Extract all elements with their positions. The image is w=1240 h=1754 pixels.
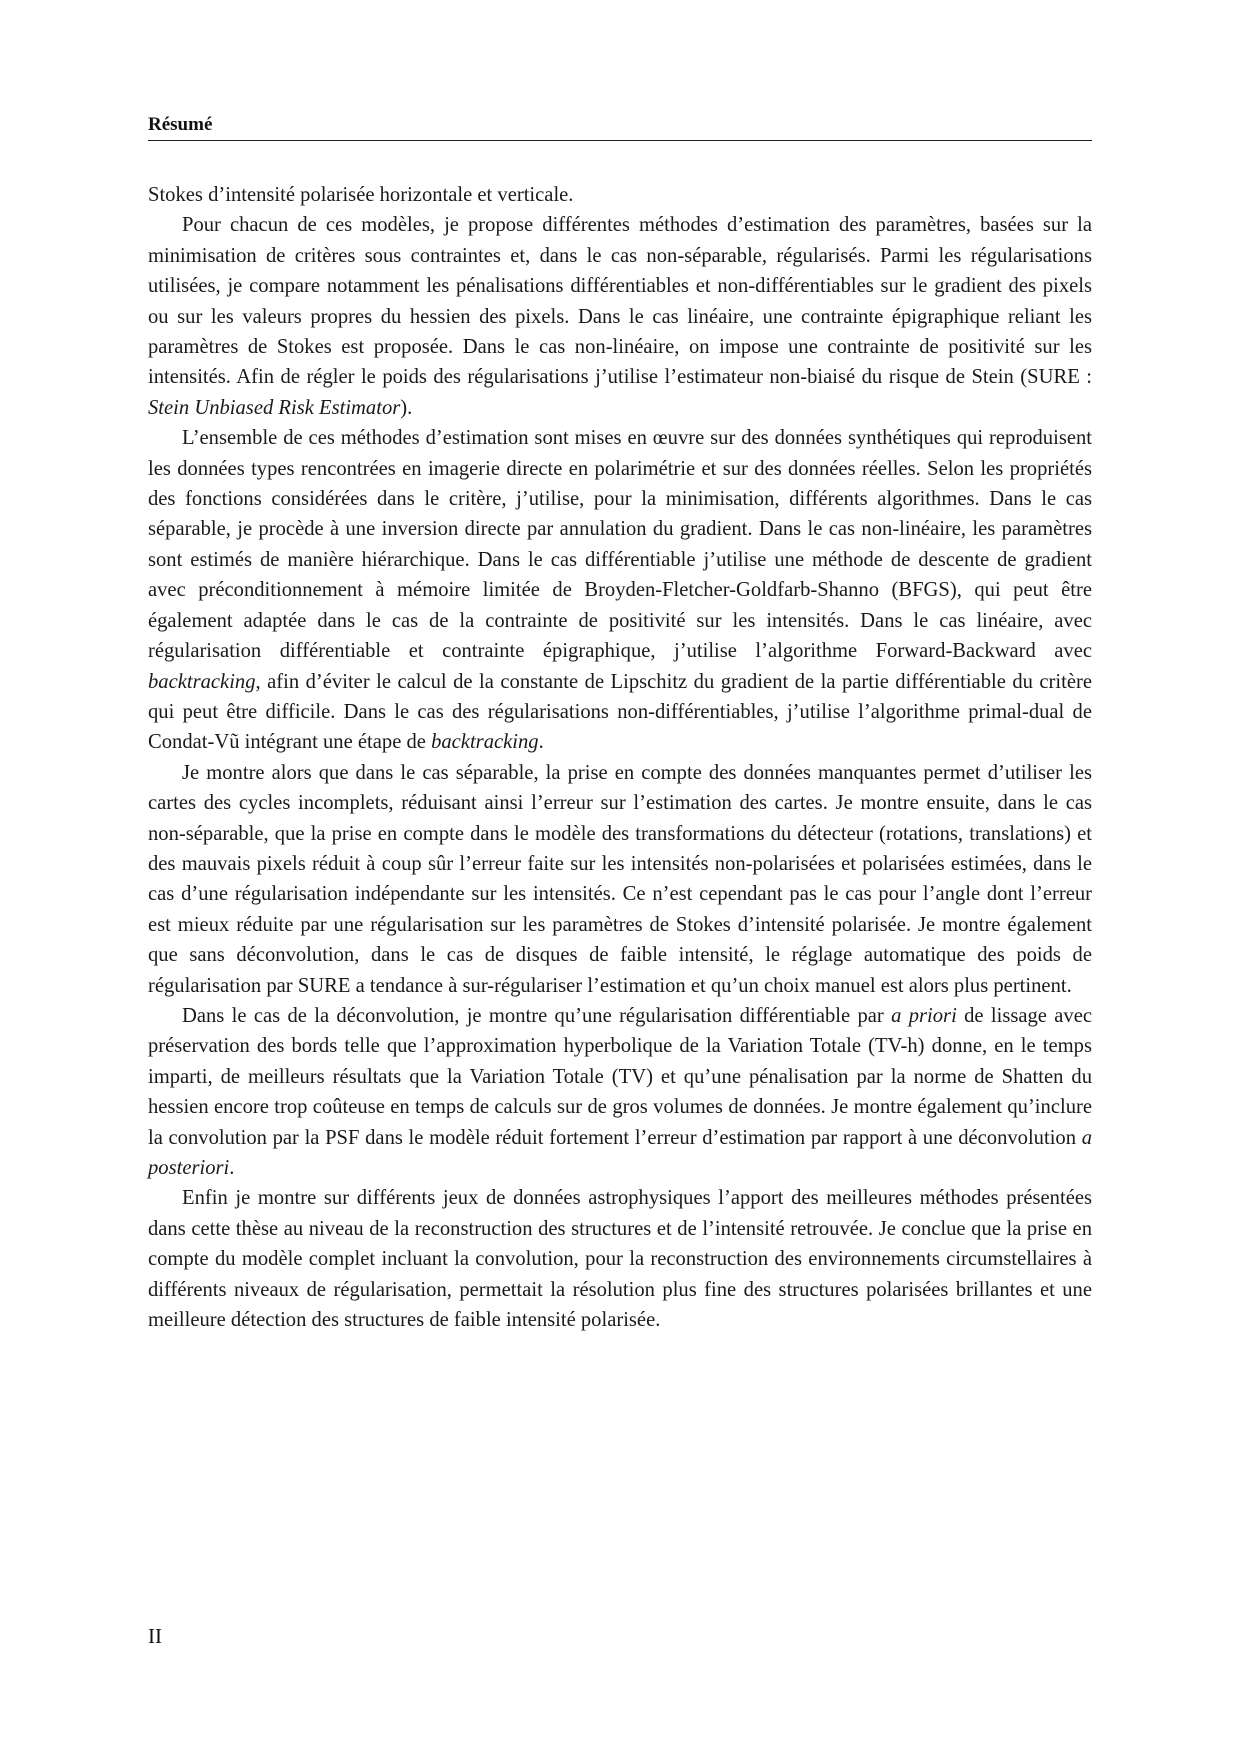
paragraph [148, 210, 1092, 423]
text-run: , afin d’éviter le calcul de la constante de Lipschitz du gradient de la partie différentiable du critère qui peut être difficile. Dans le cas des régularisations non-différentiables, j’utilise l’algorithme primal-dual de Condat-Vũ intégrant une étape de [148, 670, 1092, 754]
italic-text: backtracking [148, 670, 256, 693]
text-run: Stokes d’intensité polarisée horizontale et verticale. [148, 184, 574, 206]
paragraph [148, 180, 1092, 210]
italic-text: a priori [891, 1004, 957, 1027]
text-run: Pour chacun de ces modèles, je propose différentes méthodes d’estimation des paramètres, basées sur la minimisation de critères sous contraintes et, dans le cas non-séparable, régularisés. Parmi les régularisations utilisées, je compare notamment les pénalisations différentiables et non-différentiables sur le gradient des pixels ou sur les valeurs propres du hessien des pixels. Dans le cas linéaire, une contrainte épigraphique reliant les paramètres de Stokes est proposée. Dans le cas non-linéaire, on impose une contrainte de positivité sur les intensités. Afin de régler le poids des régularisations j’utilise l’estimateur non-biaisé du risque de Stein (SURE : [148, 214, 1092, 389]
paragraph [148, 423, 1092, 757]
text-run: . [229, 1157, 235, 1179]
running-header-title: Résumé [148, 114, 213, 135]
italic-text: a posteriori [148, 1126, 1092, 1179]
paragraph [148, 1183, 1092, 1335]
text-run: . [538, 731, 544, 754]
text-run: ). [400, 396, 413, 419]
paragraph [148, 758, 1092, 1001]
page-number: II [148, 1624, 162, 1648]
text-run: de lissage avec préservation des bords telle que l’approximation hyperbolique de la Variation Totale (TV-h) donne, en le temps imparti, de meilleurs résultats que la Variation Totale (TV) et qu’une pénalisation par la norme de Shatten du hessien encore trop coûteuse en temps de calculs sur de gros volumes de données. Je montre également qu’inclure la convolution par la PSF dans le modèle réduit fortement l’erreur d’estimation par rapport à une déconvolution [148, 1004, 1092, 1149]
text-run: Je montre alors que dans le cas séparable, la prise en compte des données manquantes permet d’utiliser les cartes des cycles incomplets, réduisant ainsi l’erreur sur l’estimation des cartes. Je montre ensuite, dans le cas non-séparable, que la prise en compte dans le modèle des transformations du détecteur (rotations, translations) et des mauvais pixels réduit à coup sûr l’erreur faite sur les intensités non-polarisées et polarisées estimées, dans le cas d’une régularisation indépendante sur les intensités. Ce n’est cependant pas le cas pour l’angle dont l’erreur est mieux réduite par une régularisation sur les paramètres de Stokes d’intensité polarisée. Je montre également que sans déconvolution, dans le cas de disques de faible intensité, le réglage automatique des poids de régularisation par SURE a tendance à sur-régulariser l’estimation et qu’un choix manuel est alors plus pertinent. [148, 761, 1092, 997]
italic-text: backtracking [431, 731, 539, 754]
italic-text: Stein Unbiased Risk Estimator [148, 396, 401, 419]
text-run: Enfin je montre sur différents jeux de données astrophysiques l’apport des meilleures méthodes présentées dans cette thèse au niveau de la reconstruction des structures et de l’intensité retrouvée. Je conclue que la prise en compte du modèle complet incluant la convolution, pour la reconstruction des environnements circumstellaires à différents niveaux de régularisation, permettait la résolution plus fine des structures polarisées brillantes et une meilleure détection des structures de faible intensité polarisée. [148, 1187, 1092, 1332]
text-run: Dans le cas de la déconvolution, je montre qu’une régularisation différentiable par [182, 1004, 892, 1027]
text-run: L’ensemble de ces méthodes d’estimation sont mises en œuvre sur des données synthétiques qui reproduisent les données types rencontrées en imagerie directe en polarimétrie et sur des données réelles. Selon les propriétés des fonctions considérées dans le critère, j’utilise, pour la minimisation, différents algorithmes. Dans le cas séparable, je procède à une inversion directe par annulation du gradient. Dans le cas non-linéaire, les paramètres sont estimés de manière hiérarchique. Dans le cas différentiable j’utilise une méthode de descente de gradient avec préconditionnement à mémoire limitée de Broyden-Fletcher-Goldfarb-Shanno (BFGS), qui peut être également adaptée dans le cas de la contrainte de positivité sur les intensités. Dans le cas linéaire, avec régularisation différentiable et contrainte épigraphique, j’utilise l’algorithme Forward-Backward avec [148, 427, 1092, 663]
body-text [148, 180, 1092, 1335]
paragraph [148, 1001, 1092, 1183]
header-rule [148, 140, 1092, 141]
